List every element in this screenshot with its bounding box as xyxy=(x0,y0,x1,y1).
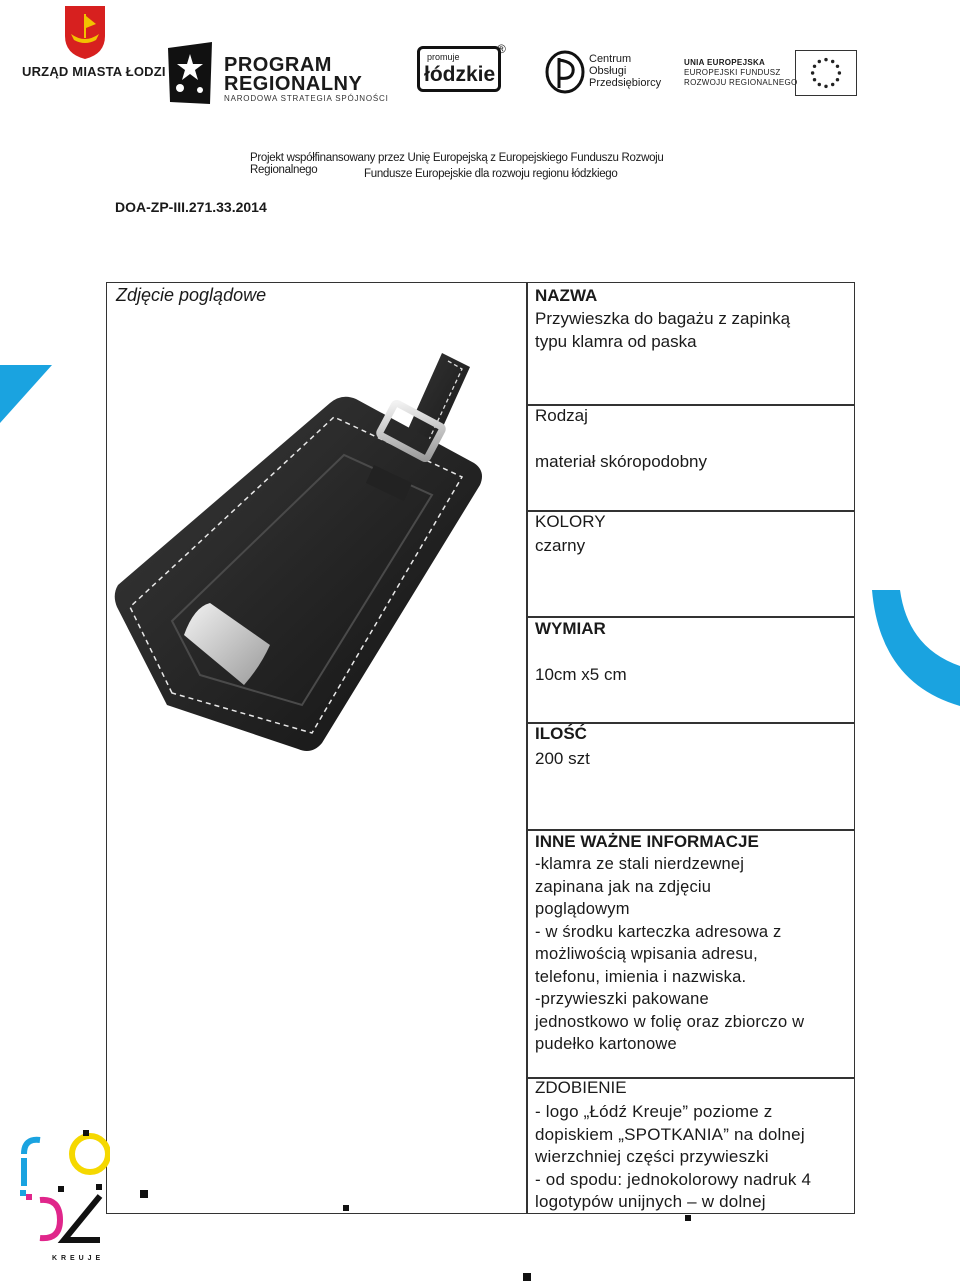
nazwa-label: NAZWA xyxy=(535,286,598,305)
decorative-blue-arc xyxy=(870,588,960,708)
rodzaj-label: Rodzaj xyxy=(535,406,588,425)
kolory-label: KOLORY xyxy=(535,512,606,531)
city-office-name: URZĄD MIASTA ŁODZI xyxy=(22,64,166,79)
eu-flag-icon xyxy=(795,50,857,96)
program-title-line2: REGIONALNY xyxy=(224,73,363,95)
cop-line: Przedsiębiorcy xyxy=(589,77,662,89)
wymiar-label: WYMIAR xyxy=(535,619,606,638)
luggage-tag-photo xyxy=(112,345,517,755)
column-divider xyxy=(526,282,528,1214)
zdobienie-line: - logo „Łódź Kreuje” poziome z xyxy=(535,1102,773,1121)
eu-line: UNIA EUROPEJSKA xyxy=(684,58,766,67)
info-line: -przywieszki pakowane xyxy=(535,990,709,1008)
inne-informacje-list xyxy=(535,853,853,1056)
lodzkie-label: łódzkie xyxy=(424,63,496,86)
info-line: poglądowym xyxy=(535,900,630,918)
nazwa-value-line1: Przywieszka do bagażu z zapinką xyxy=(535,309,791,328)
decorative-blue-triangle xyxy=(0,365,52,423)
ilosc-label: ILOŚĆ xyxy=(535,724,587,743)
photo-caption: Zdjęcie poglądowe xyxy=(116,285,267,305)
zdobienie-list xyxy=(535,1101,853,1214)
eu-fund-name xyxy=(684,58,798,88)
decorative-square xyxy=(685,1215,691,1221)
city-crest-logo xyxy=(63,4,107,60)
info-line: możliwością wpisania adresu, xyxy=(535,945,758,963)
zdobienie-line: wierzchniej części przywieszki xyxy=(535,1147,769,1166)
eu-line: ROZWOJU REGIONALNEGO xyxy=(684,78,798,87)
info-line: jednostkowo w folię oraz zbiorczo w xyxy=(535,1012,805,1031)
wymiar-value: 10cm x5 cm xyxy=(535,665,627,684)
zdobienie-label: ZDOBIENIE xyxy=(535,1078,627,1097)
decorative-square xyxy=(523,1273,531,1281)
decorative-square xyxy=(140,1190,148,1198)
promuje-label: promuje xyxy=(427,52,460,62)
program-regionalny-logo xyxy=(166,40,214,106)
cop-name xyxy=(589,53,661,89)
info-line: telefonu, imienia i nazwiska. xyxy=(535,967,747,986)
cop-line: Obsługi xyxy=(589,65,627,77)
kreuje-wordmark: K R E U J E xyxy=(52,1255,102,1262)
ilosc-value: 200 szt xyxy=(535,749,590,768)
registered-mark: ® xyxy=(497,42,506,56)
cop-line: Centrum xyxy=(589,53,632,65)
cofinance-statement: Projekt współfinansowany przez Unię Europejską z Europejskiego Funduszu Rozwoju Regionalnego xyxy=(250,152,664,176)
decorative-square xyxy=(343,1205,349,1211)
cop-logo-icon xyxy=(545,50,585,94)
rodzaj-value: materiał skóropodobny xyxy=(535,452,707,471)
kolory-value: czarny xyxy=(535,536,586,555)
cofinance-subtitle: Fundusze Europejskie dla rozwoju regionu łódzkiego xyxy=(364,168,618,180)
program-title-line1: PROGRAM xyxy=(224,54,332,76)
zdobienie-line: logotypów unijnych – w dolnej xyxy=(535,1192,766,1211)
lodz-kreuje-logo xyxy=(20,1128,110,1268)
zdobienie-line: - od spodu: jednokolorowy nadruk 4 xyxy=(535,1169,812,1189)
info-line: pudełko kartonowe xyxy=(535,1035,677,1053)
eu-line: EUROPEJSKI FUNDUSZ xyxy=(684,68,781,77)
info-line: -klamra ze stali nierdzewnej xyxy=(535,855,745,873)
document-reference: DOA-ZP-III.271.33.2014 xyxy=(115,199,267,215)
row-divider xyxy=(526,616,855,618)
info-line: - w środku karteczka adresowa z xyxy=(535,922,782,941)
inne-informacje-label: INNE WAŻNE INFORMACJE xyxy=(535,832,759,851)
nazwa-value-line2: typu klamra od paska xyxy=(535,332,697,351)
info-line: zapinana jak na zdjęciu xyxy=(535,877,712,896)
program-subtitle: NARODOWA STRATEGIA SPÓJNOŚCI xyxy=(224,94,389,103)
zdobienie-line: dopiskiem „SPOTKANIA” na dolnej xyxy=(535,1124,805,1144)
row-divider xyxy=(526,829,855,831)
